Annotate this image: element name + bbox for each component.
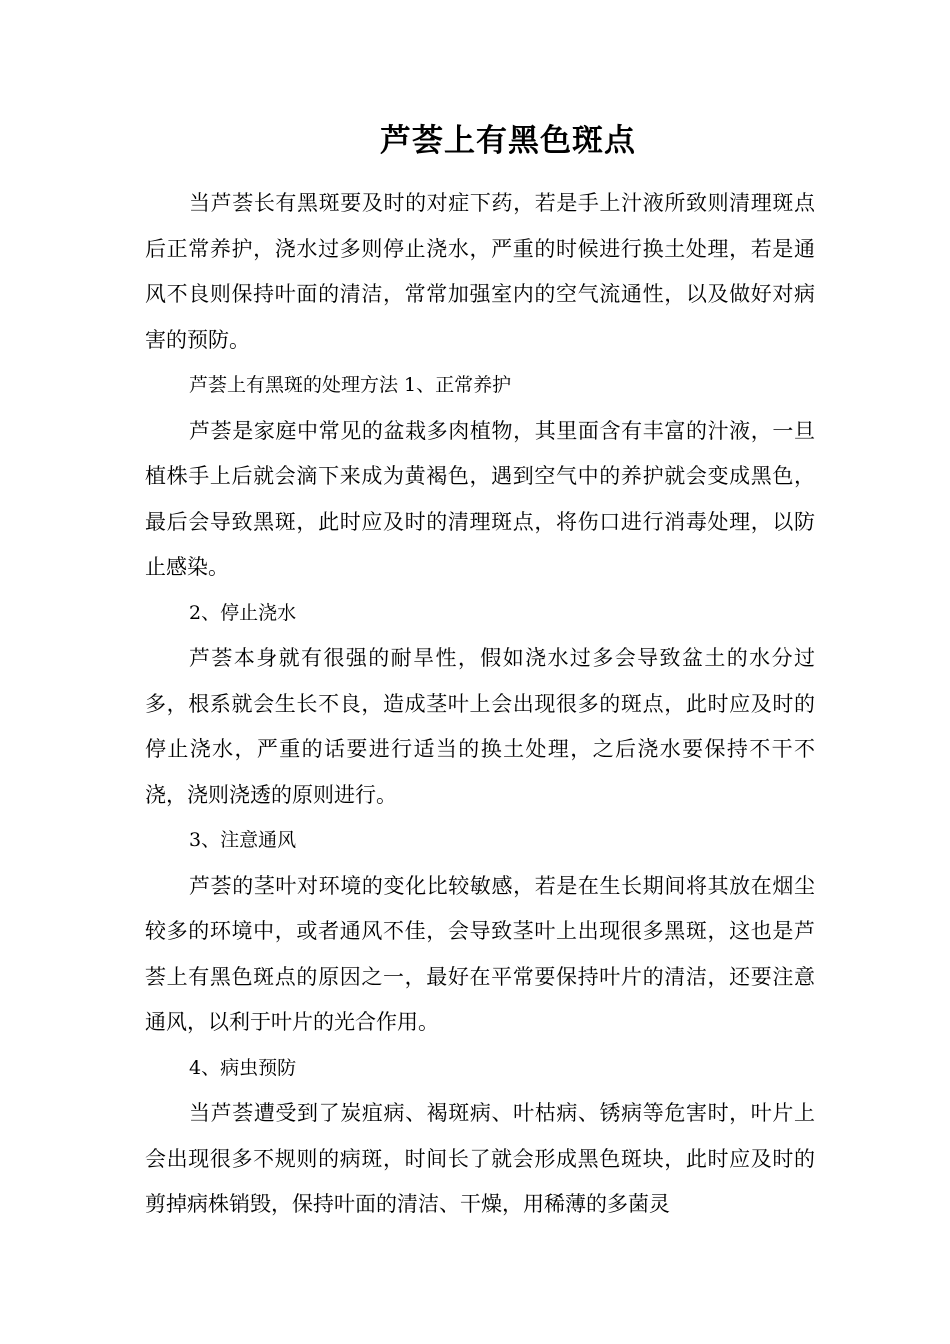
paragraph-section-4: 当芦荟遭受到了炭疽病、褐斑病、叶枯病、锈病等危害时，叶片上会出现很多不规则的病斑，时间长了就会形成黑色斑块，此时应及时的剪掉病株销毁，保持叶面的清洁、干燥，用稀薄的多菌灵 [145,1101,815,1216]
paragraph-section-3: 芦荟的茎叶对环境的变化比较敏感，若是在生长期间将其放在烟尘较多的环境中，或者通风不佳，会导致茎叶上出现很多黑斑，这也是芦荟上有黑色斑点的原因之一，最好在平常要保持叶片的清洁，还要注意通风，以利于叶片的光合作用。 [145,873,815,1034]
page-title: 芦荟上有黑色斑点 [380,123,636,159]
section-heading-3: 3、注意通风 [189,829,297,851]
section-heading-2: 2、停止浇水 [189,601,297,624]
paragraph-section-2: 芦荟本身就有很强的耐旱性，假如浇水过多会导致盆土的水分过多，根系就会生长不良，造成茎叶上会出现很多的斑点，此时应及时的停止浇水，严重的话要进行适当的换土处理，之后浇水要保持不干不浇，浇则浇透的原则进行。 [145,646,815,807]
document-body [145,181,815,1228]
section-heading-4: 4、病虫预防 [189,1056,297,1079]
section-heading-1: 芦荟上有黑斑的处理方法 1、正常养护 [189,374,512,396]
paragraph-intro: 当芦荟长有黑斑要及时的对症下药，若是手上汁液所致则清理斑点后正常养护，浇水过多则停止浇水，严重的时候进行换土处理，若是通风不良则保持叶面的清洁，常常加强室内的空气流通性，以及做好对病害的预防。 [145,191,815,352]
paragraph-section-1: 芦荟是家庭中常见的盆栽多肉植物，其里面含有丰富的汁液，一旦植株手上后就会滴下来成为黄褐色，遇到空气中的养护就会变成黑色，最后会导致黑斑，此时应及时的清理斑点，将伤口进行消毒处理，以防止感染。 [145,418,815,579]
